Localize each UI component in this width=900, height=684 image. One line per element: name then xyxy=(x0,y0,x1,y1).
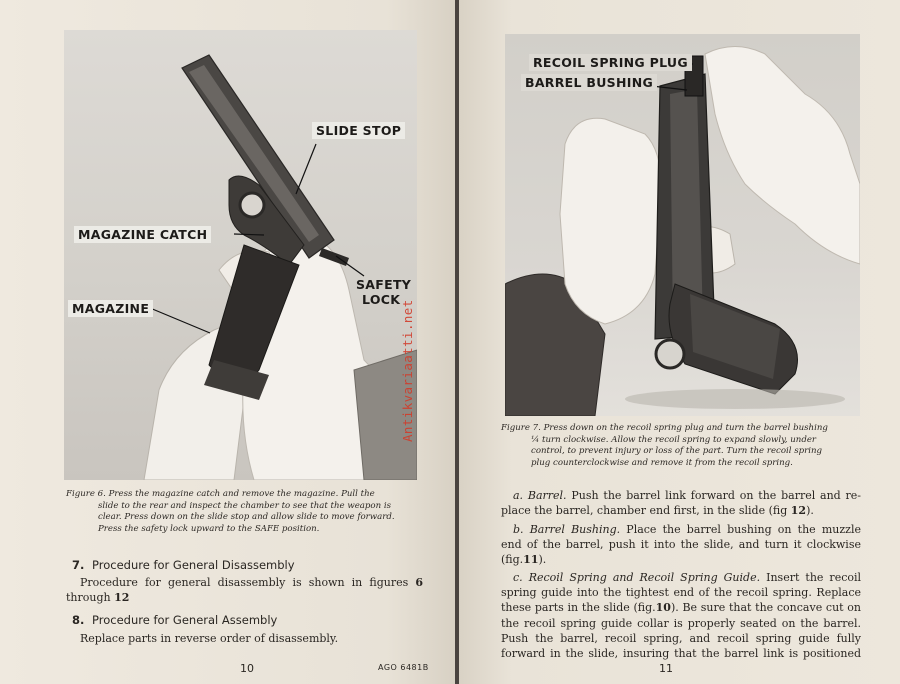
para-c-letter: c. xyxy=(513,571,523,584)
section-7-fig-to: 12 xyxy=(114,591,130,605)
para-b-line3: (fig. xyxy=(501,553,524,567)
page-number-right: 11 xyxy=(659,662,673,675)
section-7-heading xyxy=(72,558,295,572)
section-8-body: Replace parts in reverse order of disassembly. xyxy=(80,632,339,645)
callout-barrel-bushing: BARREL BUSHING xyxy=(521,74,657,91)
section-8-title: Procedure for General Assembly xyxy=(92,613,278,627)
para-c-line5: Push the barrel, recoil spring, and recoil spring guide fully xyxy=(501,631,861,645)
pistol-disassembly-illustration xyxy=(505,34,860,416)
paragraph-a xyxy=(501,488,861,518)
section-7-through: through xyxy=(66,591,111,605)
para-a-line1: Push the barrel link forward on the barrel and re- xyxy=(571,489,862,502)
caption-line: ¼ turn clockwise. Allow the recoil spring to expand slowly, under xyxy=(531,434,817,445)
para-a-line2-end: ). xyxy=(806,504,814,518)
para-c-line6: forward in the slide, insuring that the barrel link is positioned xyxy=(501,647,861,661)
page-number-left: 10 xyxy=(240,662,254,675)
para-c-line3: these parts in the slide (fig. xyxy=(501,601,656,615)
callout-magazine: MAGAZINE xyxy=(68,300,153,317)
caption-line: Figure 7. Press down on the recoil spring plug and turn the barrel bushing xyxy=(501,423,828,433)
caption-line: control, to prevent injury or loss of the part. Turn the recoil spring xyxy=(531,446,823,457)
caption-line: clear. Press down on the slide stop and allow slide to move forward. xyxy=(98,512,395,523)
section-8-number: 8. xyxy=(72,613,85,627)
para-b-line3-end: ). xyxy=(538,553,547,567)
figure-6-caption xyxy=(66,489,422,535)
callout-safety-lock-line1: SAFETY xyxy=(356,277,412,292)
caption-line: plug counterclockwise and remove it from the recoil spring. xyxy=(531,457,793,468)
figure-6-photo xyxy=(64,30,417,480)
para-b-letter: b. xyxy=(513,523,524,536)
section-7-body xyxy=(66,575,423,605)
figure-7-caption xyxy=(501,423,857,469)
pistol-hands-illustration xyxy=(64,30,417,480)
caption-line: slide to the rear and inspect the chamber to see that the weapon is xyxy=(98,500,392,511)
para-c-line2: spring guide into the tightest end of the recoil spring. Replace xyxy=(501,586,861,600)
para-b-title: Barrel Bushing. xyxy=(529,523,621,536)
section-7-fig-from: 6 xyxy=(415,576,424,589)
para-b-line1: Place the barrel bushing on the muzzle xyxy=(626,523,861,536)
para-a-fig: 12 xyxy=(790,504,807,518)
callout-safety-lock-line2: LOCK xyxy=(362,292,401,307)
section-7-text: Procedure for general disassembly is shown in figures xyxy=(80,576,409,589)
para-a-title: Barrel. xyxy=(527,489,567,502)
section-7-title: Procedure for General Disassembly xyxy=(92,558,295,572)
para-b-line2: end of the barrel, push it into the slide, and turn it clockwise xyxy=(501,538,861,552)
para-c-line1: Insert the recoil xyxy=(766,571,862,584)
para-a-line2: place the barrel, chamber end first, in the slide (fig xyxy=(501,504,788,518)
paragraph-b xyxy=(501,522,861,568)
figure-7-photo xyxy=(505,34,860,416)
right-page xyxy=(459,0,900,684)
paragraph-c xyxy=(501,570,861,661)
para-c-title: Recoil Spring and Recoil Spring Guide. xyxy=(528,571,761,584)
callout-slide-stop: SLIDE STOP xyxy=(312,122,405,139)
caption-line: Figure 6. Press the magazine catch and remove the magazine. Pull the xyxy=(66,489,375,499)
para-c-fig: 10 xyxy=(655,601,671,615)
section-7-number: 7. xyxy=(72,558,85,572)
para-c-line3-end: ). Be sure that the concave cut on xyxy=(670,601,861,615)
footer-code: AGO 6481B xyxy=(378,663,429,672)
para-a-letter: a. xyxy=(513,489,524,502)
watermark-text: Antikvariaatti.net xyxy=(400,299,415,442)
caption-line: Press the safety lock upward to the SAFE position. xyxy=(98,523,320,534)
para-b-fig: 11 xyxy=(523,553,539,567)
callout-recoil-spring-plug: RECOIL SPRING PLUG xyxy=(529,54,692,71)
section-8-heading xyxy=(72,613,277,627)
callout-magazine-catch: MAGAZINE CATCH xyxy=(74,226,211,243)
para-c-line4: the recoil spring guide collar is properly seated on the barrel. xyxy=(501,616,861,630)
